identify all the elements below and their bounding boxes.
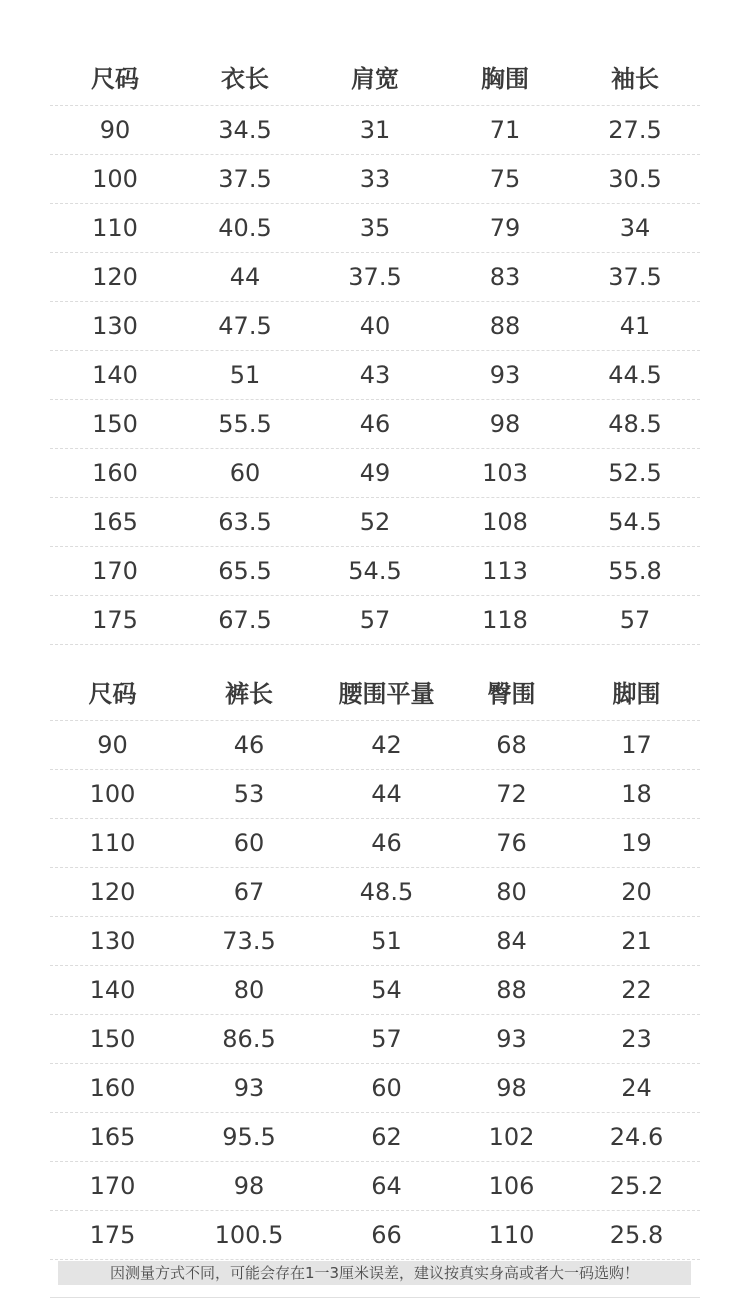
table-cell: 79 [489,214,521,242]
table-row [50,721,700,770]
table-cell: 51 [229,361,261,389]
table-cell: 140 [89,976,136,1004]
table-row [50,917,700,966]
table-cell: 102 [488,1123,535,1151]
table-row [50,204,700,253]
table-cell: 57 [359,606,391,634]
table-cell: 27.5 [608,116,662,144]
table-cell: 48.5 [359,878,414,906]
column-header: 尺码 [88,680,137,708]
table-cell: 108 [482,508,528,536]
table-cell: 67.5 [218,606,272,634]
table-cell: 71 [489,116,521,144]
table-cell: 120 [89,878,136,906]
table-cell: 93 [489,361,521,389]
table-cell: 54.5 [608,508,662,536]
table-row [50,302,700,351]
table-cell: 76 [496,829,527,857]
table-cell: 24 [621,1074,652,1102]
table-cell: 57 [371,1025,402,1053]
column-header: 尺码 [91,65,139,93]
table-cell: 165 [92,508,138,536]
table-cell: 95.5 [222,1123,276,1151]
table-header-row [50,663,700,721]
table-cell: 103 [482,459,528,487]
table-cell: 72 [496,780,527,808]
table-cell: 63.5 [218,508,272,536]
table-cell: 98 [496,1074,527,1102]
table-row [50,770,700,819]
table-cell: 150 [92,410,138,438]
table-cell: 80 [496,878,527,906]
table-row [50,868,700,917]
table-cell: 165 [89,1123,136,1151]
table-cell: 55.8 [608,557,662,585]
table-cell: 90 [97,731,128,759]
table-row [50,1015,700,1064]
table-cell: 60 [229,459,261,487]
table-cell: 41 [619,312,651,340]
table-cell: 25.2 [609,1172,664,1200]
table-cell: 35 [359,214,391,242]
table-cell: 23 [621,1025,652,1053]
table-row [50,253,700,302]
table-cell: 37.5 [218,165,272,193]
table-cell: 88 [489,312,521,340]
table-cell: 130 [92,312,138,340]
table-cell: 57 [619,606,651,634]
table-cell: 84 [496,927,527,955]
table-cell: 18 [621,780,652,808]
table-cell: 54.5 [348,557,402,585]
table-row [50,351,700,400]
table-row [50,819,700,868]
table-row [50,155,700,204]
table-cell: 47.5 [218,312,272,340]
table-cell: 120 [92,263,138,291]
table-cell: 40 [359,312,391,340]
table-row [50,547,700,596]
column-header: 臀围 [487,680,536,708]
table-cell: 21 [621,927,652,955]
table-cell: 42 [371,731,402,759]
table-row [50,966,700,1015]
table-cell: 40.5 [218,214,272,242]
table-row [50,1113,700,1162]
table-cell: 54 [371,976,402,1004]
table-cell: 86.5 [222,1025,276,1053]
table-cell: 80 [233,976,265,1004]
table-cell: 55.5 [218,410,272,438]
table-cell: 140 [92,361,138,389]
table-cell: 22 [621,976,652,1004]
table-cell: 37.5 [348,263,402,291]
table-cell: 68 [496,731,527,759]
table-cell: 33 [359,165,391,193]
table-row [50,400,700,449]
table-cell: 118 [482,606,528,634]
table-cell: 110 [488,1221,535,1249]
table-cell: 160 [89,1074,136,1102]
table-cell: 25.8 [609,1221,664,1249]
table-cell: 150 [89,1025,136,1053]
table-cell: 48.5 [608,410,662,438]
table-cell: 130 [89,927,136,955]
table-cell: 100 [89,780,136,808]
size-table-bottom [50,663,700,1260]
table-cell: 90 [99,116,131,144]
table-cell: 20 [621,878,652,906]
table-row [50,449,700,498]
table-row [50,596,700,645]
table-cell: 46 [233,731,265,759]
table-row [50,498,700,547]
table-cell: 98 [233,1172,265,1200]
table-cell: 44 [229,263,261,291]
bottom-divider [50,1297,700,1298]
table-cell: 93 [496,1025,527,1053]
table-cell: 17 [621,731,652,759]
table-cell: 75 [489,165,521,193]
table-cell: 43 [359,361,391,389]
column-header: 胸围 [481,65,529,93]
table-row [50,1211,700,1260]
table-cell: 49 [359,459,391,487]
measurement-note: 因测量方式不同，可能会存在1一3厘米误差，建议按真实身高或者大一码选购！ [58,1261,691,1285]
table-cell: 175 [92,606,138,634]
table-cell: 67 [233,878,265,906]
table-cell: 52 [359,508,391,536]
table-cell: 53 [233,780,265,808]
table-header-row [50,48,700,106]
table-cell: 98 [489,410,521,438]
table-cell: 100.5 [214,1221,284,1249]
table-cell: 93 [233,1074,265,1102]
table-cell: 170 [89,1172,136,1200]
table-cell: 64 [371,1172,402,1200]
table-cell: 160 [92,459,138,487]
table-cell: 30.5 [608,165,662,193]
table-cell: 34 [619,214,651,242]
table-cell: 52.5 [608,459,662,487]
table-cell: 65.5 [218,557,272,585]
table-cell: 175 [89,1221,136,1249]
table-cell: 113 [482,557,528,585]
column-header: 肩宽 [351,65,399,93]
table-cell: 46 [359,410,391,438]
table-cell: 44 [371,780,402,808]
column-header: 袖长 [611,65,659,93]
column-header: 衣长 [221,65,269,93]
column-header: 腰围平量 [338,680,435,708]
table-cell: 60 [371,1074,402,1102]
table-cell: 24.6 [609,1123,664,1151]
table-cell: 37.5 [608,263,662,291]
table-cell: 66 [371,1221,402,1249]
table-cell: 46 [371,829,402,857]
table-cell: 110 [92,214,138,242]
table-cell: 62 [371,1123,402,1151]
table-cell: 34.5 [218,116,272,144]
column-header: 脚围 [612,680,661,708]
table-row [50,1064,700,1113]
table-cell: 170 [92,557,138,585]
table-cell: 83 [489,263,521,291]
table-cell: 100 [92,165,138,193]
table-row [50,106,700,155]
table-cell: 44.5 [608,361,662,389]
table-row [50,1162,700,1211]
size-table-top [50,48,700,645]
table-cell: 51 [371,927,402,955]
table-cell: 106 [488,1172,535,1200]
table-cell: 88 [496,976,527,1004]
table-cell: 60 [233,829,265,857]
table-cell: 31 [359,116,391,144]
table-cell: 73.5 [222,927,276,955]
column-header: 裤长 [225,680,273,708]
table-cell: 19 [621,829,652,857]
table-cell: 110 [89,829,136,857]
